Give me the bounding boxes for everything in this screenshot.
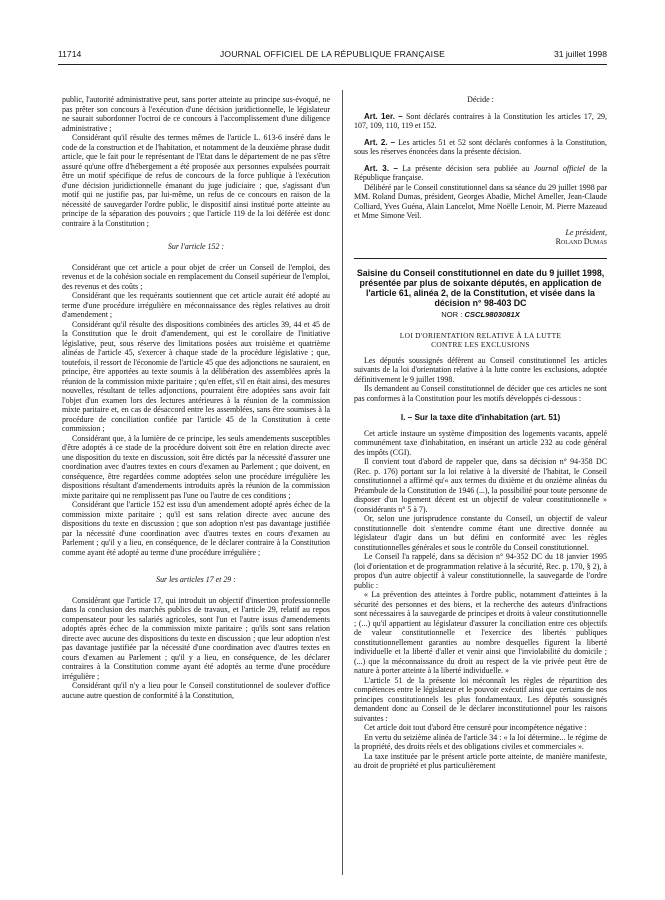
paragraph: Considérant qu'il résulte des termes mêmes de l'article L. 613-6 inséré dans le code de la construction et de l'habitation, et notamment de la deuxième phrase dudit article, que le fait pour le représentant de l'Etat dans le département de ne pas s'être assuré qu'une offre d'hébergement a été proposée aux personnes expulsées pourrait être un motif spécifique de refus de concours de la force publique à l'exécution d'une décision juridictionnelle émanant du juge judiciaire ; que, s'agissant d'un motif qui ne justifie pas, par lui-même, un refus de ce concours en raison de la nécessité de sauvegarder l'ordre public, le dispositif ainsi institué porte atteinte au principe de la séparation des pouvoirs ; que l'article 119 de la loi déférée est donc contraire à la Constitution ; [62, 133, 330, 228]
nor-reference: NOR : CSCL9803081X [441, 310, 520, 320]
article-label: Art. 3. – [364, 163, 398, 173]
paragraph: public, l'autorité administrative peut, sans porter atteinte au principe sus-évoqué, ne pas prêter son concours à l'exécution d'une décision juridictionnelle, le législateur ne saurait subordonner l'octroi de ce concours à l'accomplissement d'une diligence administrative ; [62, 95, 330, 133]
column-divider [342, 90, 343, 875]
header-rule [58, 64, 607, 65]
signature-name: Roland Dumas [555, 237, 607, 246]
paragraph: Cet article doit tout d'abord être censuré pour incompétence négative : [364, 723, 587, 733]
article-3: Art. 3. – La présente décision sera publiée au Journal officiel de la République française. [354, 163, 607, 182]
section-heading: Sur l'article 152 : [167, 242, 225, 251]
paragraph: L'article 51 de la présente loi méconnaît les règles de répartition des compétences entre le législateur et le pouvoir exécutif ainsi que certains de nos principes constitutionnels les plus fondamentaux. Les députés soussignés demandent donc au Conseil de le déclarer inconstitutionnel pour les raisons suivantes : [354, 675, 607, 723]
paragraph: Considérant que les requérants soutiennent que cet article aurait été adopté au terme d'une procédure irrégulière en méconnaissance des règles relatives au droit d'amendement ; [62, 291, 330, 319]
signature-title: Le président, [565, 227, 607, 237]
article-label: Art. 1er. – [364, 111, 403, 121]
deliberation-text: Délibéré par le Conseil constitutionnel dans sa séance du 29 juillet 1998 par MM. Roland Dumas, président, Georges Abadie, Michel Ameller, Jean-Claude Colliard, Yves Guéna, Alain Lancelot, Mme Noëlle Lenoir, M. Pierre Mazeaud et Mme Simone Veil. [354, 182, 607, 220]
section-rule [354, 258, 607, 259]
law-title: LOI D'ORIENTATION RELATIVE À LA LUTTE CONTRE LES EXCLUSIONS [399, 330, 562, 349]
paragraph: La taxe instituée par le présent article porte atteinte, de manière manifeste, au droit de propriété et plus particulièrement [354, 751, 607, 771]
paragraph: Cet article instaure un système d'imposition des logements vacants, appelé communément taxe d'inhabitation, en insérant un article 232 au code général des impôts (CGI). [354, 428, 607, 457]
paragraph: Considérant que, à la lumière de ce principe, les seuls amendements susceptibles d'être adoptés à ce stade de la procédure doivent soit être en relation directe avec une disposition du texte en discussion, soit être dictés par la nécessité d'assurer une coordination avec d'autres textes en cours d'examen au Parlement ; que doivent, en conséquence, être regardées comme adoptées selon une procédure irrégulière les dispositions résultant d'amendements introduits après la réunion de la commission mixte paritaire qui ne remplissent pas l'une ou l'autre de ces conditions ; [62, 433, 330, 500]
paragraph: Ils demandent au Conseil constitutionnel de décider que ces articles ne sont pas conformes à la Constitution pour les motifs développés ci-dessous : [354, 384, 607, 403]
paragraph: Les députés soussignés défèrent au Conseil constitutionnel les articles suivants de la loi d'orientation relative à la lutte contre les exclusions, adoptée définitivement le 9 juillet 1998. [354, 355, 607, 384]
issue-date: 31 juillet 1998 [553, 49, 607, 59]
paragraph: Considérant que cet article a pour objet de créer un Conseil de l'emploi, des revenus et de la cohésion sociale en remplacement du Conseil supérieur de l'emploi, des revenus et des coûts ; [62, 262, 330, 291]
paragraph: Considérant que l'article 152 est issu d'un amendement adopté après échec de la commission mixte paritaire ; qu'il est sans relation directe avec aucune des dispositions du texte en discussion ; que son adoption n'est pas davantage justifiée par la nécessité d'une coordination avec d'autres textes en cours d'examen au Parlement ; qu'il y a lieu, en conséquence, de le déclarer contraire à la Constitution comme ayant été adopté au terme d'une procédure irrégulière ; [62, 500, 330, 557]
article-2: Art. 2. – Les articles 51 et 52 sont déclarés conformes à la Constitution, sous les réserves énoncées dans la présente décision. [354, 137, 607, 156]
paragraph: Le Conseil l'a rappelé, dans sa décision n° 94-352 DC du 18 janvier 1995 (loi d'orientation et de programmation relative à la sécurité, Rec. p. 170, § 2), à propos d'un autre objectif à valeur constitutionnelle, la sauvegarde de l'ordre public : [354, 552, 607, 590]
saisine-title: Saisine du Conseil constitutionnel en date du 9 juillet 1998, présentée par plus de soixante députés, en application de l'article 61, alinéa 2, de la Constitution, et visée dans la décision n° 98-403 DC [356, 267, 605, 309]
section-heading: I. – Sur la taxe dite d'inhabitation (art. 51) [400, 413, 561, 423]
paragraph: Considérant qu'il résulte des dispositions combinées des articles 39, 44 et 45 de la Constitution que le droit d'amendement, qui est le corollaire de l'initiative législative, peut, sous réserve des limitations posées aux troisième et quatrième alinéas de l'article 45, s'exercer à chaque stade de la procédure législative ; que, toutefois, il ressort de l'économie de l'article 45 que des adjonctions ne sauraient, en principe, être apportées au texte soumis à la délibération des assemblées après la réunion de la commission mixte paritaire ; qu'en effet, s'il en était ainsi, des mesures nouvelles, résultant de telles adjonctions, pourraient être adoptées sans avoir fait l'objet d'un examen lors des lectures antérieures à la réunion de la commission mixte paritaire et, en cas de désaccord entre les assemblées, sans être soumises à la procédure de conciliation confiée par l'article 45 de la Constitution à cette commission ; [62, 319, 330, 433]
section-heading: Sur les articles 17 et 29 : [156, 575, 236, 584]
decide-heading: Décide : [467, 95, 494, 104]
paragraph: Considérant qu'il n'y a lieu pour le Conseil constitutionnel de soulever d'office aucune autre question de conformité à la Constitution, [62, 681, 330, 700]
page-header [58, 49, 607, 63]
right-column [354, 95, 607, 875]
page-number: 11714 [58, 49, 82, 59]
paragraph: Or, selon une jurisprudence constante du Conseil, un objectif de valeur constitutionnelle doit s'entendre comme étant une directive donnée au législateur d'agir dans un but défini en conformité avec les règles constitutionnelles générales et sous le contrôle du Conseil constitutionnel. [354, 514, 607, 552]
quotation: « La prévention des atteintes à l'ordre public, notamment d'atteintes à la sécurité des personnes et des biens, et la recherche des auteurs d'infractions sont nécessaires à la sauvegarde de principes et droits à valeur constitutionnelle ; (...) qu'il appartient au législateur d'assurer la conciliation entre ces objectifs de valeur constitutionnelle et l'exercice des libertés publiques constitutionnellement garanties au nombre desquelles figurent la liberté individuelle et la liberté d'aller et venir ainsi que l'inviolabilité du domicile ; (...) que la méconnaissance du droit au respect de la vie privée peut être de nature à porter atteinte à la liberté individuelle. » [354, 590, 607, 676]
journal-title: JOURNAL OFFICIEL DE LA RÉPUBLIQUE FRANÇAISE [219, 49, 446, 59]
paragraph: En vertu du seizième alinéa de l'article 34 : « la loi détermine... le régime de la propriété, des droits réels et des obligations civiles et commerciales ». [354, 732, 607, 752]
paragraph: Considérant que l'article 17, qui introduit un objectif d'insertion professionnelle dans la conclusion des marchés publics de travaux, et l'article 29, relatif au repos compensateur pour les salariés agricoles, sont l'un et l'autre issus d'amendements adoptés après échec de la commission mixte paritaire ; qu'ils sont sans relation directe avec aucune des dispositions du texte en discussion ; que leur adoption n'est pas davantage justifiée par la nécessité d'une coordination avec d'autres textes en cours d'examen au Parlement ; qu'il y a lieu, en conséquence, de les déclarer contraires à la Constitution comme ayant été adoptés au terme d'une procédure irrégulière ; [62, 595, 330, 681]
article-1: Art. 1er. – Sont déclarés contraires à la Constitution les articles 17, 29, 107, 109, 110, 119 et 152. [354, 111, 607, 130]
left-column [62, 95, 330, 875]
article-label: Art. 2. – [364, 137, 396, 147]
paragraph: Il convient tout d'abord de rappeler que, dans sa décision n° 94-358 DC (Rec. p. 176) portant sur la loi relative à la diversité de l'habitat, le Conseil constitutionnel a affirmé qu'« aux termes du dixième et du onzième alinéas du Préambule de la Constitution de 1946 (...), la possibilité pour toute personne de disposer d'un logement décent est un objectif de valeur constitutionnelle » (considérants n° 5 à 7). [354, 457, 607, 514]
